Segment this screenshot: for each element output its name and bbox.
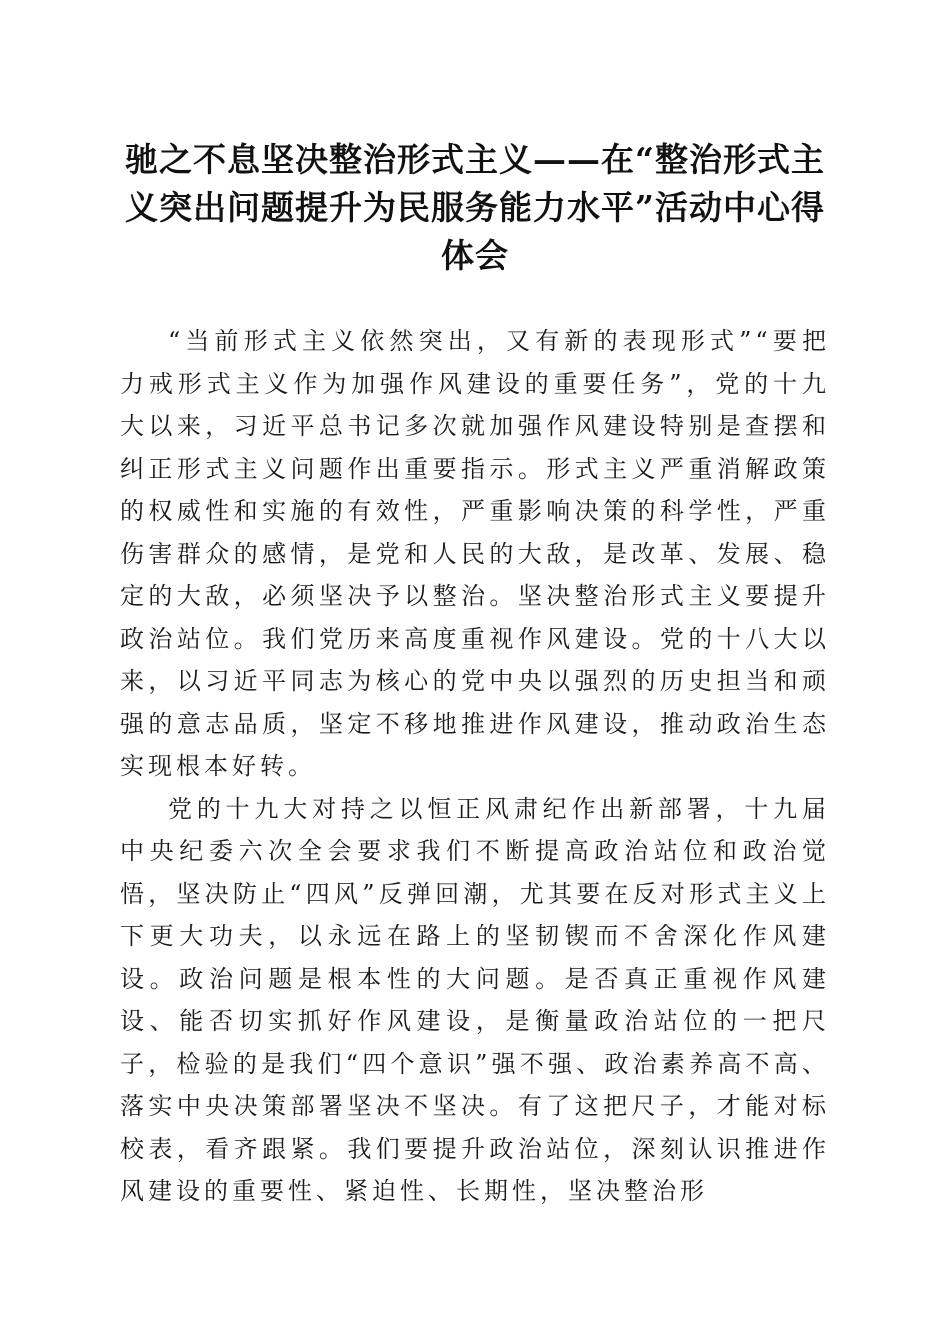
paragraph-1: “当前形式主义依然突出，又有新的表现形式”“要把力戒形式主义作为加强作风建设的重要任务”，党的十九大以来，习近平总书记多次就加强作风建设特别是查摆和纠正形式主义问题作出重要指示。形式主义严重消解政策的权威性和实施的有效性，严重影响决策的科学性，严重伤害群众的感情，是党和人民的大敌，是改革、发展、稳定的大敌，必须坚决予以整治。坚决整治形式主义要提升政治站位。我们党历来高度重视作风建设。党的十八大以来，以习近平同志为核心的党中央以强烈的历史担当和顽强的意志品质，坚定不移地推进作风建设，推动政治生态实现根本好转。 (120, 327, 830, 780)
paragraph-2: 党的十九大对持之以恒正风肃纪作出新部署，十九届中央纪委六次全会要求我们不断提高政治站位和政治觉悟，坚决防止“四风”反弹回潮，尤其要在反对形式主义上下更大功夫，以永远在路上的坚韧锲而不舍深化作风建设。政治问题是根本性的大问题。是否真正重视作风建设、能否切实抓好作风建设，是衡量政治站位的一把尺子，检验的是我们“四个意识”强不强、政治素养高不高、落实中央决策部署坚决不坚决。有了这把尺子，才能对标校表，看齐跟紧。我们要提升政治站位，深刻认识推进作风建设的重要性、紧迫性、长期性，坚决整治形 (120, 794, 830, 1205)
document-body (120, 320, 830, 1213)
document-title: 驰之不息坚决整治形式主义——在“整治形式主义突出问题提升为民服务能力水平”活动中心得体会 (125, 140, 825, 275)
